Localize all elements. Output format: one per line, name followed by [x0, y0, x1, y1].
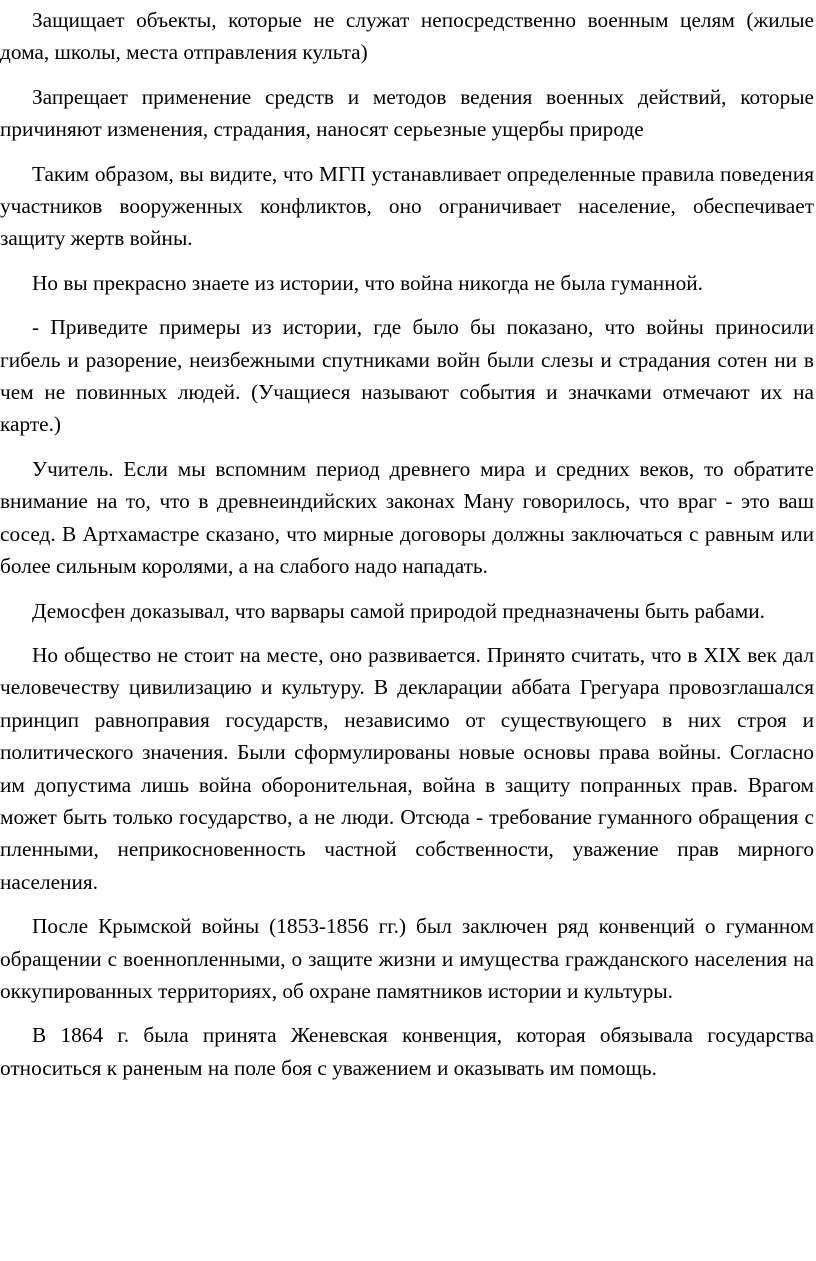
paragraph-demosthenes: Демосфен доказывал, что варвары самой природой предназначены быть рабами.	[32, 598, 765, 623]
paragraph-war-never-humane: Но вы прекрасно знаете из истории, что война никогда не была гуманной.	[32, 270, 703, 295]
paragraph-prohibits-methods: Запрещает применение средств и методов ведения военных действий, которые причиняют изменения, страдания, наносят серьезные ущербы природе	[0, 84, 814, 142]
document-page	[0, 4, 814, 1096]
paragraph-ihl-summary: Таким образом, вы видите, что МГП устанавливает определенные правила поведения участников вооруженных конфликтов, оно ограничивает население, обеспечивает защиту жертв войны.	[0, 161, 814, 251]
paragraph-protects-objects: Защищает объекты, которые не служат непосредственно военным целям (жилые дома, школы, места отправления культа)	[0, 8, 814, 65]
paragraph-history-examples-task: - Приведите примеры из истории, где было бы показано, что войны приносили гибель и разорение, неизбежными спутниками войн были слезы и страдания сотен ни в чем не повинных людей. (Учащиеся называют события и значками отмечают их на карте.)	[0, 315, 814, 437]
paragraph-crimean-war: После Крымской войны (1853-1856 гг.) был заключен ряд конвенций о гуманном обращении с военнопленными, о защите жизни и имущества гражданского населения на оккупированных территориях, об охране памятников истории и культуры.	[0, 914, 814, 1003]
paragraph-teacher-ancient-world: Учитель. Если мы вспомним период древнего мира и средних веков, то обратите внимание на то, что в древнеиндийских законах Ману говорилось, что враг - это ваш сосед. В Артхамастре сказано, что мирные договоры должны заключаться с равным или более сильным королями, а на слабого надо нападать.	[0, 456, 814, 579]
paragraph-nineteenth-century: Но общество не стоит на месте, оно развивается. Принято считать, что в XIX век дал человечеству цивилизацию и культуру. В декларации аббата Грегуара провозглашался принцип равноправия государств, независимо от существующего в них строя и политического значения. Были сформулированы новые основы права войны. Согласно им допустима лишь война оборонительная, война в защиту попранных прав. Врагом может быть только государство, а не люди. Отсюда - требование гуманного обращения с пленными, неприкосновенность частной собственности, уважение прав мирного населения.	[0, 642, 814, 894]
paragraph-geneva-convention: В 1864 г. была принята Женевская конвенция, которая обязывала государства относиться к раненым на поле боя с уважением и оказывать им помощь.	[0, 1023, 814, 1080]
